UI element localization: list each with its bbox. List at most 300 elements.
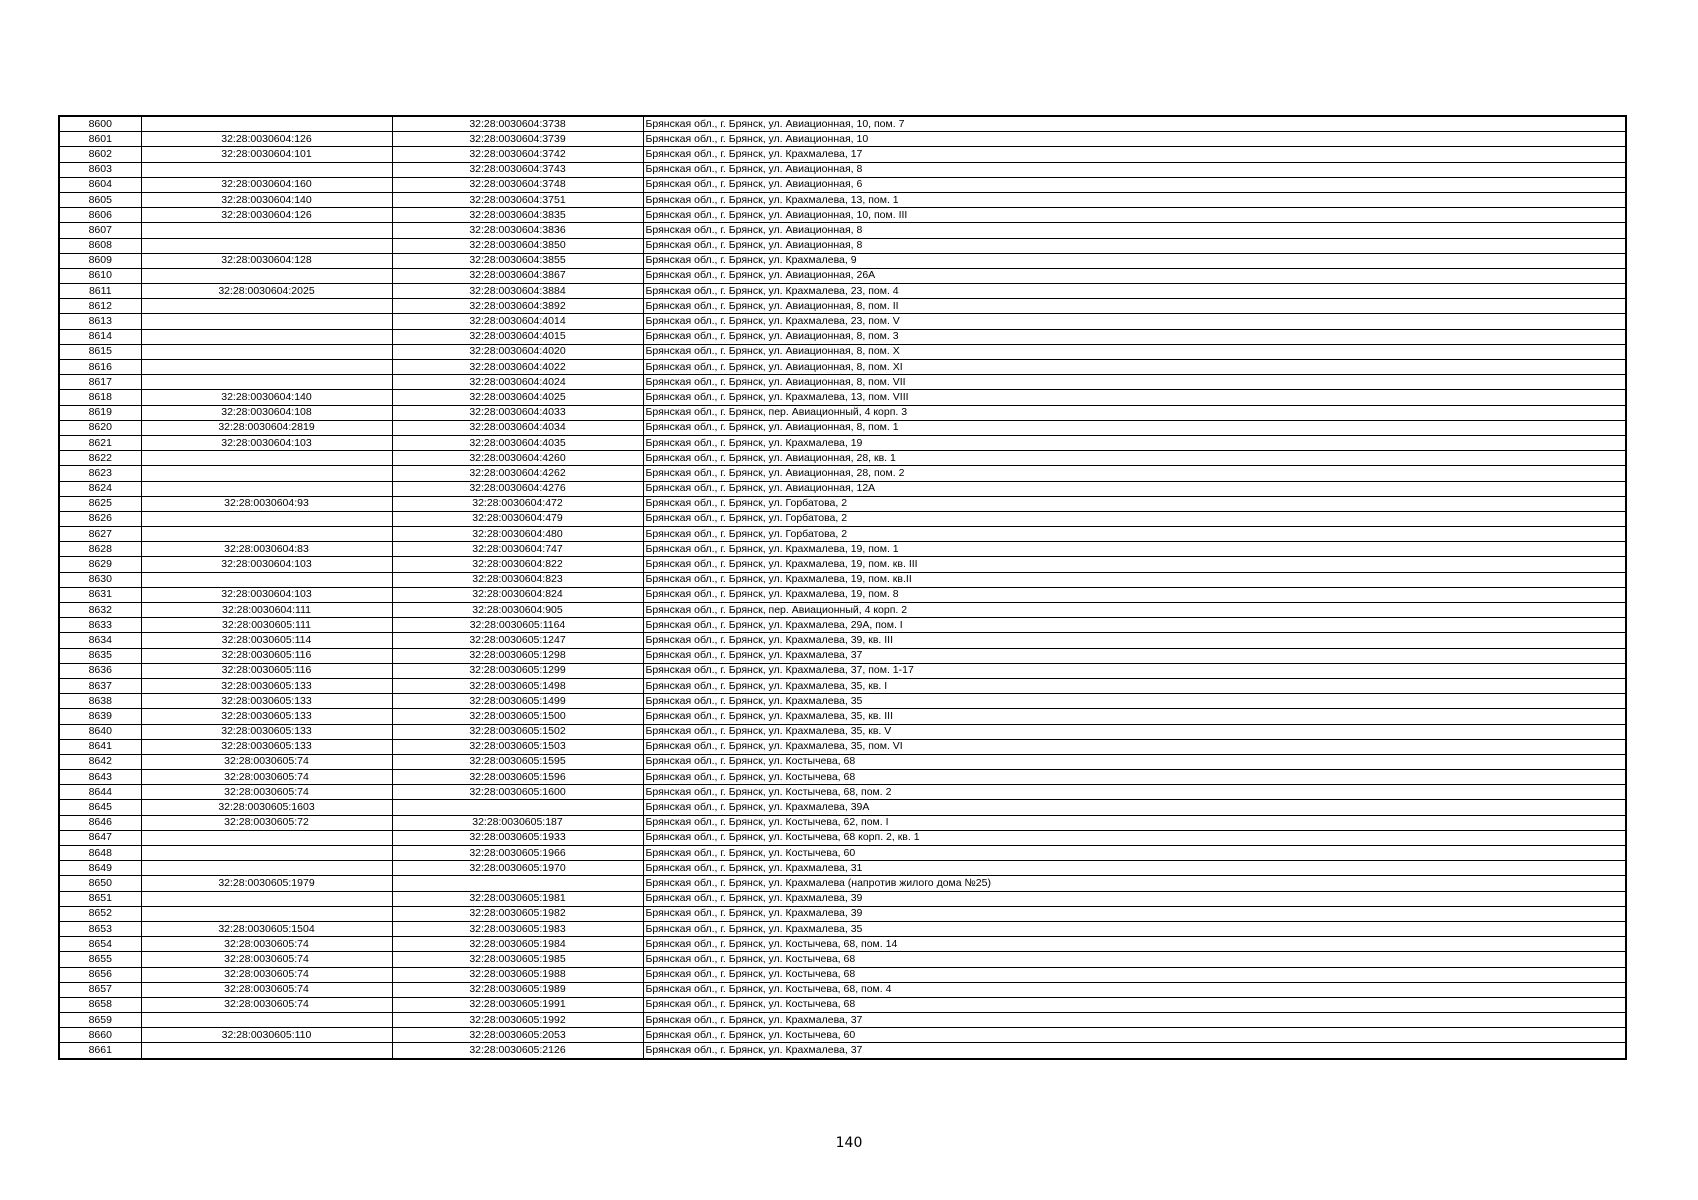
address-cell: Брянская обл., г. Брянск, ул. Крахмалева, 13, пом. 1: [643, 192, 1626, 207]
cadastral-number-cell: [392, 876, 643, 891]
table-row: [59, 329, 1626, 344]
parent-cadastral-number-cell: [141, 906, 392, 921]
address-cell: Брянская обл., г. Брянск, ул. Крахмалева, 19, пом. 1: [643, 542, 1626, 557]
parent-cadastral-number-cell: 32:28:0030605:133: [141, 694, 392, 709]
row-number-cell: 8603: [59, 162, 141, 177]
cadastral-number-cell: 32:28:0030605:1247: [392, 633, 643, 648]
cadastral-number-cell: 32:28:0030605:1983: [392, 921, 643, 936]
row-number-cell: 8605: [59, 192, 141, 207]
table-row: [59, 967, 1626, 982]
address-cell: Брянская обл., г. Брянск, ул. Костычева, 62, пом. I: [643, 815, 1626, 830]
row-number-cell: 8606: [59, 208, 141, 223]
table-row: [59, 770, 1626, 785]
cadastral-number-cell: 32:28:0030604:3867: [392, 268, 643, 283]
table-row: [59, 678, 1626, 693]
row-number-cell: 8625: [59, 496, 141, 511]
table-row: [59, 572, 1626, 587]
parent-cadastral-number-cell: [141, 116, 392, 132]
cadastral-number-cell: 32:28:0030604:4025: [392, 390, 643, 405]
address-cell: Брянская обл., г. Брянск, ул. Крахмалева, 37: [643, 1043, 1626, 1059]
table-row: [59, 314, 1626, 329]
cadastral-number-cell: 32:28:0030605:1988: [392, 967, 643, 982]
cadastral-number-cell: 32:28:0030604:3742: [392, 147, 643, 162]
row-number-cell: 8610: [59, 268, 141, 283]
address-cell: Брянская обл., г. Брянск, ул. Авиационная, 8, пом. XI: [643, 360, 1626, 375]
address-cell: Брянская обл., г. Брянск, ул. Крахмалева, 37: [643, 648, 1626, 663]
cadastral-number-cell: 32:28:0030605:1164: [392, 618, 643, 633]
row-number-cell: 8604: [59, 177, 141, 192]
row-number-cell: 8613: [59, 314, 141, 329]
address-cell: Брянская обл., г. Брянск, ул. Крахмалева (напротив жилого дома №25): [643, 876, 1626, 891]
address-cell: Брянская обл., г. Брянск, ул. Костычева, 60: [643, 846, 1626, 861]
address-cell: Брянская обл., г. Брянск, ул. Авиационная, 28, кв. 1: [643, 451, 1626, 466]
parent-cadastral-number-cell: 32:28:0030604:101: [141, 147, 392, 162]
row-number-cell: 8614: [59, 329, 141, 344]
table-row: [59, 861, 1626, 876]
cadastral-number-cell: 32:28:0030604:3738: [392, 116, 643, 132]
cadastral-number-cell: 32:28:0030605:1991: [392, 997, 643, 1012]
table-row: [59, 633, 1626, 648]
address-cell: Брянская обл., г. Брянск, ул. Крахмалева, 37, пом. 1-17: [643, 663, 1626, 678]
cadastral-number-cell: 32:28:0030604:824: [392, 587, 643, 602]
address-cell: Брянская обл., г. Брянск, ул. Костычева, 68, пом. 4: [643, 982, 1626, 997]
address-cell: Брянская обл., г. Брянск, ул. Авиационная, 8: [643, 162, 1626, 177]
table-row: [59, 876, 1626, 891]
address-cell: Брянская обл., г. Брянск, ул. Крахмалева, 39: [643, 891, 1626, 906]
address-cell: Брянская обл., г. Брянск, ул. Авиационная, 8, пом. VII: [643, 375, 1626, 390]
row-number-cell: 8638: [59, 694, 141, 709]
row-number-cell: 8627: [59, 527, 141, 542]
parent-cadastral-number-cell: [141, 1043, 392, 1059]
address-cell: Брянская обл., г. Брянск, ул. Крахмалева, 35, кв. V: [643, 724, 1626, 739]
parent-cadastral-number-cell: 32:28:0030604:140: [141, 390, 392, 405]
parent-cadastral-number-cell: 32:28:0030605:133: [141, 678, 392, 693]
row-number-cell: 8642: [59, 754, 141, 769]
row-number-cell: 8649: [59, 861, 141, 876]
address-cell: Брянская обл., г. Брянск, ул. Авиационная, 26А: [643, 268, 1626, 283]
cadastral-number-cell: 32:28:0030604:823: [392, 572, 643, 587]
table-row: [59, 997, 1626, 1012]
address-cell: Брянская обл., г. Брянск, ул. Костычева, 68 корп. 2, кв. 1: [643, 830, 1626, 845]
row-number-cell: 8645: [59, 800, 141, 815]
address-cell: Брянская обл., г. Брянск, ул. Костычева, 68, пом. 14: [643, 937, 1626, 952]
table-row: [59, 618, 1626, 633]
parent-cadastral-number-cell: 32:28:0030605:133: [141, 724, 392, 739]
cadastral-number-cell: 32:28:0030604:4014: [392, 314, 643, 329]
address-cell: Брянская обл., г. Брянск, ул. Крахмалева, 37: [643, 1013, 1626, 1028]
row-number-cell: 8650: [59, 876, 141, 891]
address-cell: Брянская обл., г. Брянск, ул. Авиационная, 6: [643, 177, 1626, 192]
table-row: [59, 299, 1626, 314]
cadastral-number-cell: 32:28:0030604:4260: [392, 451, 643, 466]
address-cell: Брянская обл., г. Брянск, ул. Крахмалева, 29А, пом. I: [643, 618, 1626, 633]
row-number-cell: 8607: [59, 223, 141, 238]
parent-cadastral-number-cell: [141, 481, 392, 496]
table-row: [59, 375, 1626, 390]
row-number-cell: 8657: [59, 982, 141, 997]
table-row: [59, 451, 1626, 466]
cadastral-number-cell: 32:28:0030604:822: [392, 557, 643, 572]
parent-cadastral-number-cell: [141, 299, 392, 314]
table-row: [59, 724, 1626, 739]
row-number-cell: 8660: [59, 1028, 141, 1043]
row-number-cell: 8601: [59, 132, 141, 147]
row-number-cell: 8635: [59, 648, 141, 663]
cadastral-number-cell: 32:28:0030604:4035: [392, 435, 643, 450]
table-row: [59, 405, 1626, 420]
cadastral-number-cell: 32:28:0030604:4276: [392, 481, 643, 496]
cadastral-number-cell: 32:28:0030604:480: [392, 527, 643, 542]
row-number-cell: 8619: [59, 405, 141, 420]
address-cell: Брянская обл., г. Брянск, ул. Крахмалева, 23, пом. 4: [643, 284, 1626, 299]
row-number-cell: 8624: [59, 481, 141, 496]
row-number-cell: 8648: [59, 846, 141, 861]
cadastral-number-cell: 32:28:0030605:1933: [392, 830, 643, 845]
parent-cadastral-number-cell: [141, 238, 392, 253]
table-row: [59, 891, 1626, 906]
cadastral-number-cell: 32:28:0030604:4034: [392, 420, 643, 435]
row-number-cell: 8643: [59, 770, 141, 785]
address-cell: Брянская обл., г. Брянск, ул. Авиационная, 10, пом. III: [643, 208, 1626, 223]
parent-cadastral-number-cell: [141, 162, 392, 177]
address-cell: Брянская обл., г. Брянск, ул. Авиационная, 28, пом. 2: [643, 466, 1626, 481]
table-row: [59, 268, 1626, 283]
address-cell: Брянская обл., г. Брянск, ул. Костычева, 68: [643, 952, 1626, 967]
address-cell: Брянская обл., г. Брянск, пер. Авиационный, 4 корп. 2: [643, 603, 1626, 618]
table-row: [59, 937, 1626, 952]
parent-cadastral-number-cell: 32:28:0030604:140: [141, 192, 392, 207]
cadastral-number-cell: 32:28:0030604:4033: [392, 405, 643, 420]
table-row: [59, 603, 1626, 618]
cadastral-number-cell: 32:28:0030604:3884: [392, 284, 643, 299]
parent-cadastral-number-cell: [141, 466, 392, 481]
cadastral-number-cell: 32:28:0030605:1970: [392, 861, 643, 876]
address-cell: Брянская обл., г. Брянск, ул. Костычева, 68: [643, 754, 1626, 769]
address-cell: Брянская обл., г. Брянск, ул. Костычева, 68: [643, 997, 1626, 1012]
address-cell: Брянская обл., г. Брянск, ул. Костычева, 68, пом. 2: [643, 785, 1626, 800]
address-cell: Брянская обл., г. Брянск, ул. Костычева, 60: [643, 1028, 1626, 1043]
address-cell: Брянская обл., г. Брянск, ул. Авиационная, 8: [643, 223, 1626, 238]
table-row: [59, 223, 1626, 238]
address-cell: Брянская обл., г. Брянск, ул. Крахмалева, 19, пом. кв.II: [643, 572, 1626, 587]
table-row: [59, 1043, 1626, 1059]
parent-cadastral-number-cell: 32:28:0030605:74: [141, 754, 392, 769]
cadastral-number-cell: 32:28:0030605:1981: [392, 891, 643, 906]
row-number-cell: 8644: [59, 785, 141, 800]
table-row: [59, 527, 1626, 542]
row-number-cell: 8640: [59, 724, 141, 739]
table-row: [59, 754, 1626, 769]
cadastral-number-cell: 32:28:0030604:4020: [392, 344, 643, 359]
table-row: [59, 587, 1626, 602]
cadastral-number-cell: 32:28:0030605:2126: [392, 1043, 643, 1059]
parent-cadastral-number-cell: 32:28:0030605:74: [141, 967, 392, 982]
parent-cadastral-number-cell: 32:28:0030605:133: [141, 739, 392, 754]
row-number-cell: 8646: [59, 815, 141, 830]
row-number-cell: 8612: [59, 299, 141, 314]
row-number-cell: 8634: [59, 633, 141, 648]
cadastral-number-cell: 32:28:0030604:3739: [392, 132, 643, 147]
registry-table-body: [59, 116, 1626, 1059]
row-number-cell: 8620: [59, 420, 141, 435]
row-number-cell: 8654: [59, 937, 141, 952]
row-number-cell: 8609: [59, 253, 141, 268]
parent-cadastral-number-cell: [141, 268, 392, 283]
row-number-cell: 8621: [59, 435, 141, 450]
cadastral-number-cell: 32:28:0030605:1966: [392, 846, 643, 861]
row-number-cell: 8659: [59, 1013, 141, 1028]
parent-cadastral-number-cell: 32:28:0030605:74: [141, 997, 392, 1012]
row-number-cell: 8656: [59, 967, 141, 982]
row-number-cell: 8639: [59, 709, 141, 724]
parent-cadastral-number-cell: 32:28:0030605:111: [141, 618, 392, 633]
address-cell: Брянская обл., г. Брянск, ул. Авиационная, 10, пом. 7: [643, 116, 1626, 132]
cadastral-number-cell: 32:28:0030605:1298: [392, 648, 643, 663]
cadastral-number-cell: 32:28:0030605:1600: [392, 785, 643, 800]
row-number-cell: 8622: [59, 451, 141, 466]
parent-cadastral-number-cell: 32:28:0030605:1979: [141, 876, 392, 891]
table-row: [59, 162, 1626, 177]
row-number-cell: 8636: [59, 663, 141, 678]
address-cell: Брянская обл., г. Брянск, ул. Костычева, 68: [643, 770, 1626, 785]
parent-cadastral-number-cell: [141, 360, 392, 375]
address-cell: Брянская обл., г. Брянск, ул. Крахмалева, 35, кв. III: [643, 709, 1626, 724]
table-row: [59, 1013, 1626, 1028]
table-row: [59, 846, 1626, 861]
parent-cadastral-number-cell: 32:28:0030604:83: [141, 542, 392, 557]
row-number-cell: 8633: [59, 618, 141, 633]
cadastral-number-cell: 32:28:0030605:1595: [392, 754, 643, 769]
cadastral-number-cell: 32:28:0030604:3855: [392, 253, 643, 268]
parent-cadastral-number-cell: [141, 344, 392, 359]
parent-cadastral-number-cell: 32:28:0030605:74: [141, 937, 392, 952]
table-row: [59, 921, 1626, 936]
table-row: [59, 557, 1626, 572]
row-number-cell: 8632: [59, 603, 141, 618]
parent-cadastral-number-cell: 32:28:0030604:160: [141, 177, 392, 192]
parent-cadastral-number-cell: 32:28:0030605:1603: [141, 800, 392, 815]
row-number-cell: 8655: [59, 952, 141, 967]
table-row: [59, 208, 1626, 223]
address-cell: Брянская обл., г. Брянск, ул. Крахмалева, 23, пом. V: [643, 314, 1626, 329]
address-cell: Брянская обл., г. Брянск, ул. Горбатова, 2: [643, 511, 1626, 526]
page-number: 140: [835, 1135, 863, 1151]
cadastral-number-cell: 32:28:0030604:479: [392, 511, 643, 526]
cadastral-number-cell: 32:28:0030605:1503: [392, 739, 643, 754]
row-number-cell: 8661: [59, 1043, 141, 1059]
address-cell: Брянская обл., г. Брянск, ул. Крахмалева, 35: [643, 921, 1626, 936]
parent-cadastral-number-cell: 32:28:0030604:93: [141, 496, 392, 511]
parent-cadastral-number-cell: 32:28:0030605:114: [141, 633, 392, 648]
table-row: [59, 785, 1626, 800]
address-cell: Брянская обл., г. Брянск, ул. Крахмалева, 39, кв. III: [643, 633, 1626, 648]
address-cell: Брянская обл., г. Брянск, ул. Крахмалева, 39А: [643, 800, 1626, 815]
row-number-cell: 8629: [59, 557, 141, 572]
row-number-cell: 8618: [59, 390, 141, 405]
table-row: [59, 800, 1626, 815]
parent-cadastral-number-cell: 32:28:0030605:133: [141, 709, 392, 724]
cadastral-number-cell: 32:28:0030605:1985: [392, 952, 643, 967]
parent-cadastral-number-cell: [141, 375, 392, 390]
table-row: [59, 694, 1626, 709]
row-number-cell: 8600: [59, 116, 141, 132]
address-cell: Брянская обл., г. Брянск, ул. Крахмалева, 19, пом. кв. III: [643, 557, 1626, 572]
table-row: [59, 238, 1626, 253]
address-cell: Брянская обл., г. Брянск, ул. Крахмалева, 13, пом. VIII: [643, 390, 1626, 405]
row-number-cell: 8647: [59, 830, 141, 845]
table-row: [59, 830, 1626, 845]
parent-cadastral-number-cell: [141, 451, 392, 466]
parent-cadastral-number-cell: 32:28:0030605:1504: [141, 921, 392, 936]
row-number-cell: 8630: [59, 572, 141, 587]
table-row: [59, 192, 1626, 207]
address-cell: Брянская обл., г. Брянск, ул. Крахмалева, 19, пом. 8: [643, 587, 1626, 602]
parent-cadastral-number-cell: 32:28:0030605:116: [141, 648, 392, 663]
parent-cadastral-number-cell: [141, 329, 392, 344]
table-row: [59, 435, 1626, 450]
parent-cadastral-number-cell: 32:28:0030604:111: [141, 603, 392, 618]
address-cell: Брянская обл., г. Брянск, ул. Крахмалева, 39: [643, 906, 1626, 921]
table-row: [59, 1028, 1626, 1043]
parent-cadastral-number-cell: [141, 891, 392, 906]
table-row: [59, 132, 1626, 147]
row-number-cell: 8652: [59, 906, 141, 921]
address-cell: Брянская обл., г. Брянск, ул. Крахмалева, 9: [643, 253, 1626, 268]
cadastral-number-cell: 32:28:0030605:2053: [392, 1028, 643, 1043]
address-cell: Брянская обл., г. Брянск, ул. Крахмалева, 19: [643, 435, 1626, 450]
parent-cadastral-number-cell: [141, 527, 392, 542]
address-cell: Брянская обл., г. Брянск, пер. Авиационный, 4 корп. 3: [643, 405, 1626, 420]
parent-cadastral-number-cell: 32:28:0030604:103: [141, 435, 392, 450]
row-number-cell: 8651: [59, 891, 141, 906]
cadastral-number-cell: 32:28:0030604:3850: [392, 238, 643, 253]
cadastral-number-cell: 32:28:0030604:3743: [392, 162, 643, 177]
cadastral-number-cell: 32:28:0030605:1499: [392, 694, 643, 709]
parent-cadastral-number-cell: 32:28:0030605:72: [141, 815, 392, 830]
address-cell: Брянская обл., г. Брянск, ул. Крахмалева, 35: [643, 694, 1626, 709]
address-cell: Брянская обл., г. Брянск, ул. Авиационная, 8, пом. 1: [643, 420, 1626, 435]
row-number-cell: 8641: [59, 739, 141, 754]
cadastral-number-cell: 32:28:0030605:1989: [392, 982, 643, 997]
address-cell: Брянская обл., г. Брянск, ул. Крахмалева, 35, пом. VI: [643, 739, 1626, 754]
address-cell: Брянская обл., г. Брянск, ул. Крахмалева, 17: [643, 147, 1626, 162]
parent-cadastral-number-cell: [141, 314, 392, 329]
table-row: [59, 177, 1626, 192]
parent-cadastral-number-cell: 32:28:0030604:126: [141, 132, 392, 147]
parent-cadastral-number-cell: 32:28:0030604:103: [141, 557, 392, 572]
row-number-cell: 8616: [59, 360, 141, 375]
row-number-cell: 8615: [59, 344, 141, 359]
parent-cadastral-number-cell: 32:28:0030604:128: [141, 253, 392, 268]
parent-cadastral-number-cell: [141, 223, 392, 238]
cadastral-number-cell: 32:28:0030605:1982: [392, 906, 643, 921]
row-number-cell: 8637: [59, 678, 141, 693]
address-cell: Брянская обл., г. Брянск, ул. Авиационная, 8, пом. X: [643, 344, 1626, 359]
cadastral-number-cell: 32:28:0030604:4024: [392, 375, 643, 390]
table-row: [59, 982, 1626, 997]
table-row: [59, 709, 1626, 724]
cadastral-number-cell: 32:28:0030604:4262: [392, 466, 643, 481]
address-cell: Брянская обл., г. Брянск, ул. Авиационная, 10: [643, 132, 1626, 147]
address-cell: Брянская обл., г. Брянск, ул. Авиационная, 8, пом. II: [643, 299, 1626, 314]
table-row: [59, 284, 1626, 299]
parent-cadastral-number-cell: [141, 511, 392, 526]
row-number-cell: 8608: [59, 238, 141, 253]
cadastral-number-cell: 32:28:0030604:472: [392, 496, 643, 511]
cadastral-number-cell: 32:28:0030605:1992: [392, 1013, 643, 1028]
address-cell: Брянская обл., г. Брянск, ул. Крахмалева, 35, кв. I: [643, 678, 1626, 693]
table-row: [59, 481, 1626, 496]
parent-cadastral-number-cell: 32:28:0030604:2819: [141, 420, 392, 435]
cadastral-number-cell: 32:28:0030604:3751: [392, 192, 643, 207]
parent-cadastral-number-cell: 32:28:0030604:126: [141, 208, 392, 223]
cadastral-number-cell: 32:28:0030604:3836: [392, 223, 643, 238]
parent-cadastral-number-cell: 32:28:0030604:103: [141, 587, 392, 602]
table-row: [59, 511, 1626, 526]
table-row: [59, 648, 1626, 663]
cadastral-number-cell: 32:28:0030604:4015: [392, 329, 643, 344]
parent-cadastral-number-cell: [141, 572, 392, 587]
row-number-cell: 8653: [59, 921, 141, 936]
cadastral-number-cell: 32:28:0030605:1500: [392, 709, 643, 724]
table-row: [59, 739, 1626, 754]
cadastral-number-cell: 32:28:0030605:1502: [392, 724, 643, 739]
row-number-cell: 8611: [59, 284, 141, 299]
parent-cadastral-number-cell: 32:28:0030605:110: [141, 1028, 392, 1043]
row-number-cell: 8628: [59, 542, 141, 557]
parent-cadastral-number-cell: 32:28:0030605:116: [141, 663, 392, 678]
row-number-cell: 8602: [59, 147, 141, 162]
cadastral-number-cell: 32:28:0030604:3892: [392, 299, 643, 314]
parent-cadastral-number-cell: 32:28:0030605:74: [141, 770, 392, 785]
table-row: [59, 952, 1626, 967]
parent-cadastral-number-cell: [141, 846, 392, 861]
table-row: [59, 420, 1626, 435]
parent-cadastral-number-cell: 32:28:0030604:108: [141, 405, 392, 420]
cadastral-number-cell: 32:28:0030604:905: [392, 603, 643, 618]
parent-cadastral-number-cell: [141, 861, 392, 876]
cadastral-number-cell: 32:28:0030605:1299: [392, 663, 643, 678]
parent-cadastral-number-cell: [141, 830, 392, 845]
parent-cadastral-number-cell: 32:28:0030604:2025: [141, 284, 392, 299]
address-cell: Брянская обл., г. Брянск, ул. Горбатова, 2: [643, 527, 1626, 542]
row-number-cell: 8623: [59, 466, 141, 481]
cadastral-number-cell: 32:28:0030604:3835: [392, 208, 643, 223]
cadastral-number-cell: 32:28:0030604:3748: [392, 177, 643, 192]
address-cell: Брянская обл., г. Брянск, ул. Костычева, 68: [643, 967, 1626, 982]
table-row: [59, 344, 1626, 359]
table-row: [59, 360, 1626, 375]
row-number-cell: 8658: [59, 997, 141, 1012]
address-cell: Брянская обл., г. Брянск, ул. Авиационная, 12А: [643, 481, 1626, 496]
registry-table: [58, 115, 1627, 1060]
table-row: [59, 815, 1626, 830]
parent-cadastral-number-cell: 32:28:0030605:74: [141, 982, 392, 997]
parent-cadastral-number-cell: 32:28:0030605:74: [141, 952, 392, 967]
table-row: [59, 253, 1626, 268]
cadastral-number-cell: 32:28:0030605:1498: [392, 678, 643, 693]
table-row: [59, 496, 1626, 511]
table-row: [59, 906, 1626, 921]
table-row: [59, 542, 1626, 557]
address-cell: Брянская обл., г. Брянск, ул. Горбатова, 2: [643, 496, 1626, 511]
row-number-cell: 8626: [59, 511, 141, 526]
parent-cadastral-number-cell: [141, 1013, 392, 1028]
cadastral-number-cell: 32:28:0030605:1984: [392, 937, 643, 952]
cadastral-number-cell: 32:28:0030605:187: [392, 815, 643, 830]
cadastral-number-cell: [392, 800, 643, 815]
address-cell: Брянская обл., г. Брянск, ул. Крахмалева, 31: [643, 861, 1626, 876]
